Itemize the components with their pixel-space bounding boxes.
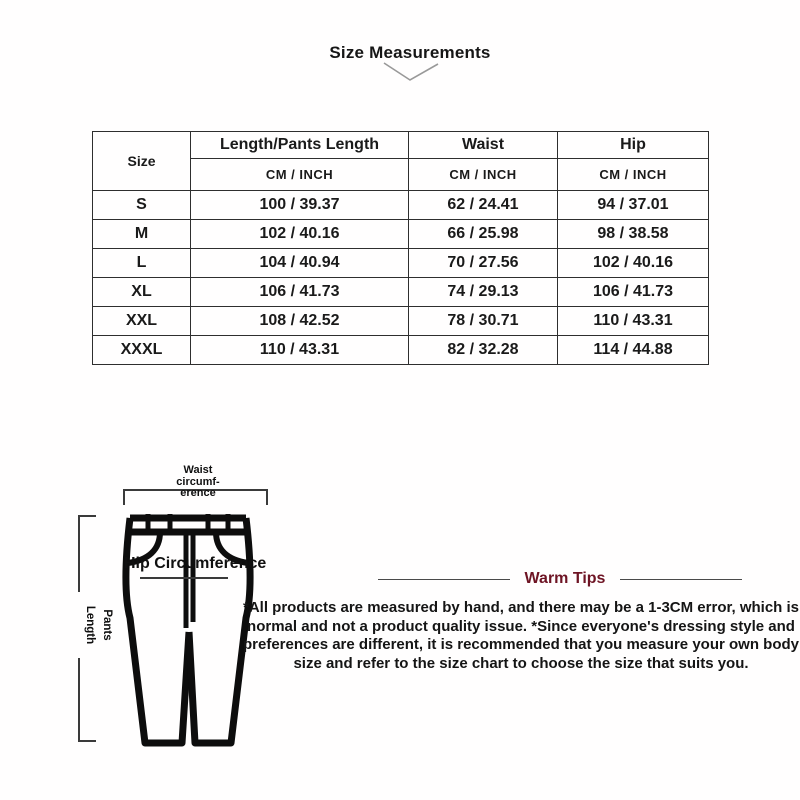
waist-measure-tick-right (266, 489, 268, 505)
divider-right (620, 579, 742, 580)
unit-header-waist: CM / INCH (409, 159, 558, 191)
hip-value-cell: 98 / 38.58 (558, 220, 709, 249)
column-header-size: Size (93, 132, 191, 191)
length-value-cell: 100 / 39.37 (191, 191, 409, 220)
size-cell: M (93, 220, 191, 249)
column-header-waist: Waist (409, 132, 558, 159)
warm-tips-body: *All products are measured by hand, and there may be a 1-3CM error, which is normal and not a product quality issue. *Since everyone's dressing style and preferences are different, it is recommended that you measure your own body size and refer to the size chart to choose the size that suits you. (243, 599, 800, 672)
hip-value-cell: 110 / 43.31 (558, 307, 709, 336)
length-measure-tick-top (78, 515, 96, 517)
waist-value-cell: 78 / 30.71 (409, 307, 558, 336)
waist-value-cell: 66 / 25.98 (409, 220, 558, 249)
size-cell: S (93, 191, 191, 220)
waist-value-cell: 70 / 27.56 (409, 249, 558, 278)
table-row (93, 191, 709, 220)
divider-left (378, 579, 510, 580)
table-row (93, 336, 709, 365)
unit-header-length: CM / INCH (191, 159, 409, 191)
waist-value-cell: 62 / 24.41 (409, 191, 558, 220)
length-value-cell: 106 / 41.73 (191, 278, 409, 307)
size-cell: XXL (93, 307, 191, 336)
size-table-body (93, 191, 709, 365)
table-row (93, 278, 709, 307)
warm-tips-header (372, 568, 748, 590)
column-header-length: Length/Pants Length (191, 132, 409, 159)
warm-tips-heading: Warm Tips (524, 570, 606, 587)
waist-value-cell: 74 / 29.13 (409, 278, 558, 307)
hip-circumference-label: Hip Circumference (124, 555, 267, 572)
waist-measure-tick-left (123, 489, 125, 505)
hip-value-cell: 106 / 41.73 (558, 278, 709, 307)
unit-header-hip: CM / INCH (558, 159, 709, 191)
column-header-hip: Hip (558, 132, 709, 159)
length-measure-line-lower (78, 658, 80, 742)
table-row (93, 249, 709, 278)
table-row (93, 220, 709, 249)
chevron-down-icon (381, 60, 441, 84)
hip-value-cell: 102 / 40.16 (558, 249, 709, 278)
waist-circumference-label: Waist circumf- erence (176, 464, 220, 499)
waist-value-cell: 82 / 32.28 (409, 336, 558, 365)
hip-value-cell: 114 / 44.88 (558, 336, 709, 365)
length-value-cell: 108 / 42.52 (191, 307, 409, 336)
length-value-cell: 102 / 40.16 (191, 220, 409, 249)
pants-diagram (120, 510, 256, 750)
hip-value-cell: 94 / 37.01 (558, 191, 709, 220)
table-row (93, 307, 709, 336)
length-measure-tick-bottom (78, 740, 96, 742)
pants-length-label: Pants Length (84, 605, 113, 645)
length-value-cell: 104 / 40.94 (191, 249, 409, 278)
length-value-cell: 110 / 43.31 (191, 336, 409, 365)
page-title: Size Measurements (329, 43, 491, 62)
length-measure-line-upper (78, 515, 80, 592)
size-cell: XL (93, 278, 191, 307)
size-cell: L (93, 249, 191, 278)
size-cell: XXXL (93, 336, 191, 365)
size-table (92, 131, 709, 365)
